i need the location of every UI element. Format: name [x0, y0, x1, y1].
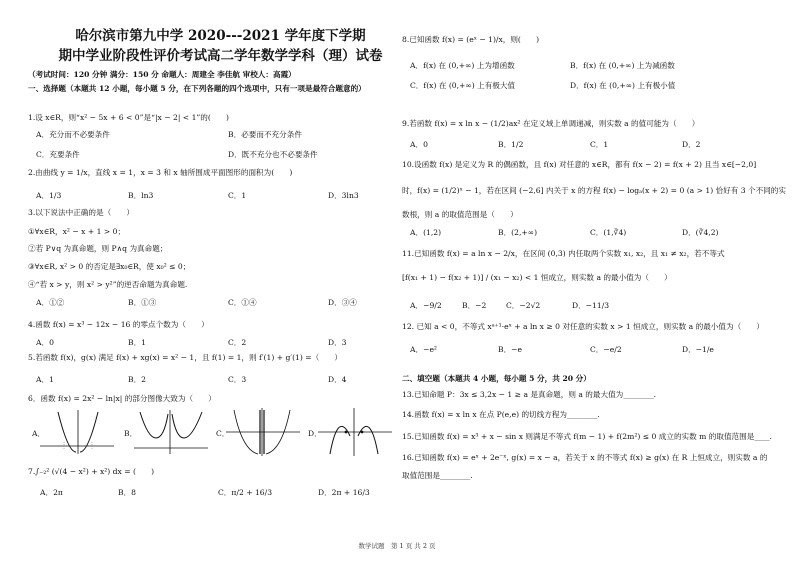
q6-graph-a	[38, 408, 116, 456]
q6-option-b: B．	[124, 429, 138, 438]
q12-option-b: B．−e	[498, 345, 523, 354]
q5-option-d: D．4	[328, 375, 347, 384]
question-4-stem: 4.函数 f(x) = x³ − 12x − 16 的零点个数为（ ）	[28, 320, 209, 329]
question-15: 15.已知函数 f(x) = x³ + x − sin x 则满足不等式 f(m − 1) + f(2m²) ≤ 0 成立的实数 m 的取值范围是____.	[402, 432, 772, 441]
q3-option-b: B．①③	[128, 298, 157, 307]
q10-option-c: C．(1,∛4)	[590, 228, 627, 237]
q12-option-a: A．−e²	[410, 345, 437, 354]
section2-heading: 二、填空题（本题共 4 小题，每小题 5 分，共 20 分）	[402, 374, 591, 383]
q3-option-d: D．③④	[328, 298, 357, 307]
page-footer: 数学试题 第 1 页 共 2 页	[358, 542, 436, 550]
q6-option-a: A．	[32, 429, 46, 438]
q6-graph-c	[224, 406, 302, 458]
q4-option-a: A．0	[36, 338, 54, 347]
q9-option-c: C．1	[590, 140, 609, 149]
q9-option-d: D．2	[682, 140, 701, 149]
q1-option-c: C．充要条件	[36, 150, 80, 159]
question-5-stem: 5.若函数 f(x)，g(x) 满足 f(x) + xg(x) = x² − 1，且 f(1) = 1，则 f′(1) + g′(1) =（ ）	[28, 353, 343, 362]
question-6-stem: 6．函数 f(x) = 2x² − ln|x| 的部分图像大致为（ ）	[28, 394, 216, 403]
exam-info: （考试时间：120 分钟 满分：150 分 命题人：周建全 李佳航 审校人：高霞）	[28, 70, 296, 79]
q8-option-c: C．f(x) 在 (0,+∞) 上有极大值	[410, 81, 516, 90]
q6-graph-d	[316, 406, 394, 458]
q4-option-c: C．2	[228, 338, 247, 347]
q3-statement-2: ②若 P∨q 为真命题，则 P∧q 为真命题；	[28, 244, 168, 253]
question-1-stem: 1.设 x∈R，则“x² − 5x + 6 < 0”是“|x − 2| < 1”的( )	[28, 113, 230, 122]
question-12-stem: 12. 已知 a < 0，不等式 xᵃ⁺¹·eˣ + a ln x ≥ 0 对任意的实数 x > 1 恒成立，则实数 a 的最小值为（ ）	[402, 322, 764, 331]
q10-option-d: D．(∛4,2)	[682, 228, 719, 237]
question-3-stem: 3.以下说法中正确的是（ ）	[28, 208, 134, 217]
q1-option-a: A．充分而不必要条件	[36, 130, 110, 139]
question-2-stem: 2.由曲线 y = 1/x，直线 x = 1，x = 3 和 x 轴所围成平面图形的面积为( )	[28, 168, 293, 177]
q4-option-b: B．1	[128, 338, 147, 347]
question-14: 14.函数 f(x) = x ln x 在点 P(e,e) 的切线方程为________.	[402, 410, 600, 419]
exam-title-line2: 期中学业阶段性评价考试高二学年数学学科（理）试卷	[58, 48, 383, 64]
q3-statement-3: ③∀x∈R, x² > 0 的否定是∃x₀∈R，使 x₀² ≤ 0；	[28, 262, 191, 271]
q5-option-a: A．1	[36, 375, 54, 384]
q8-option-a: A．f(x) 在 (0,+∞) 上为增函数	[410, 61, 515, 70]
q7-option-a: A．2π	[40, 488, 63, 497]
q11-option-a: A．−9/2	[410, 301, 442, 310]
q11-option-d: D．−11/3	[572, 301, 610, 310]
q6-option-c: C．	[216, 429, 230, 438]
question-9-stem: 9.若函数 f(x) = x ln x − (1/2)ax² 在定义域上单调递减，则实数 a 的值可能为（ ）	[402, 119, 700, 128]
q7-option-c: C．π/2 + 16/3	[218, 488, 273, 497]
question-8-stem: 8.已知函数 f(x) = (eˣ − 1)/x，则( )	[402, 35, 540, 44]
q1-option-b: B．必要而不充分条件	[228, 130, 302, 139]
q10-line-3: 数根，则 a 的取值范围是（ ）	[402, 210, 518, 219]
q7-option-d: D．2π + 16/3	[318, 488, 370, 497]
q10-option-a: A．(1,2)	[410, 228, 442, 237]
q9-option-b: B．1/2	[498, 140, 524, 149]
question-7-stem: 7.∫₋₂² (√(4 − x²) + x²) dx = ( )	[28, 467, 155, 476]
q6-option-d: D．	[308, 429, 322, 438]
q3-option-c: C．①④	[228, 298, 257, 307]
q11-line-2: [f(x₁ + 1) − f(x₂ + 1)] / (x₁ − x₂) < 1 恒成立，则实数 a 的最小值为（ ）	[402, 273, 672, 282]
q2-option-d: D．3ln3	[328, 191, 359, 200]
q3-option-a: A．①②	[36, 298, 65, 307]
q2-option-c: C．1	[228, 191, 247, 200]
q3-statement-1: ①∀x∈R，x² − x + 1 > 0；	[28, 227, 126, 236]
q9-option-a: A．0	[410, 140, 428, 149]
q11-option-c: C．−2√2	[506, 301, 541, 310]
q6-graph-b	[132, 408, 210, 456]
q7-option-b: B．8	[118, 488, 137, 497]
q8-option-d: D．f(x) 在 (0,+∞) 上有极小值	[570, 81, 676, 90]
q4-option-d: D．3	[328, 338, 347, 347]
q8-option-b: B．f(x) 在 (0,+∞) 上为减函数	[570, 61, 675, 70]
section1-heading: 一、选择题（本题共 12 小题，每小题 5 分，在下列各题的四个选项中，只有一项是最符合题意的）	[28, 84, 366, 93]
question-11-stem: 11.已知函数 f(x) = a ln x − 2/x，在区间 (0,3) 内任取两个实数 x₁, x₂，且 x₁ ≠ x₂，若不等式	[402, 249, 725, 258]
q3-statement-4: ④“若 x > y，则 x² > y²”的逆否命题为真命题.	[28, 280, 188, 289]
question-16-line-2: 取值范围是________.	[402, 471, 473, 480]
q11-option-b: B．−2	[462, 301, 487, 310]
q10-line-2: 时，f(x) = (1/2)ˣ − 1，若在区间 (−2,6] 内关于 x 的方程 f(x) − logₐ(x + 2) = 0 (a > 1) 恰好有 3 个不同的实	[402, 186, 786, 195]
question-10-stem: 10.设函数 f(x) 是定义为 R 的偶函数，且 f(x) 对任意的 x∈R，都有 f(x − 2) = f(x + 2) 且当 x∈[−2,0]	[402, 160, 757, 169]
q2-option-b: B．ln3	[128, 191, 154, 200]
q5-option-b: B．2	[128, 375, 147, 384]
q5-option-c: C．3	[228, 375, 247, 384]
q12-option-d: D．−1/e	[682, 345, 714, 354]
q2-option-a: A．1/3	[36, 191, 62, 200]
q1-option-d: D．既不充分也不必要条件	[228, 150, 318, 159]
exam-title-line1: 哈尔滨市第九中学 2020---2021 学年度下学期	[75, 28, 366, 44]
question-13: 13.已知命题 P：3x ≤ 3,2x − 1 ≥ a 是真命题，则 a 的最大值为________.	[402, 390, 657, 399]
q10-option-b: B．(2,+∞)	[498, 228, 538, 237]
question-16: 16.已知函数 f(x) = eˣ + 2e⁻ˣ, g(x) = x − a，若关于 x 的不等式 f(x) ≥ g(x) 在 R 上恒成立，则实数 a 的	[402, 453, 768, 462]
q12-option-c: C．−e/2	[590, 345, 622, 354]
